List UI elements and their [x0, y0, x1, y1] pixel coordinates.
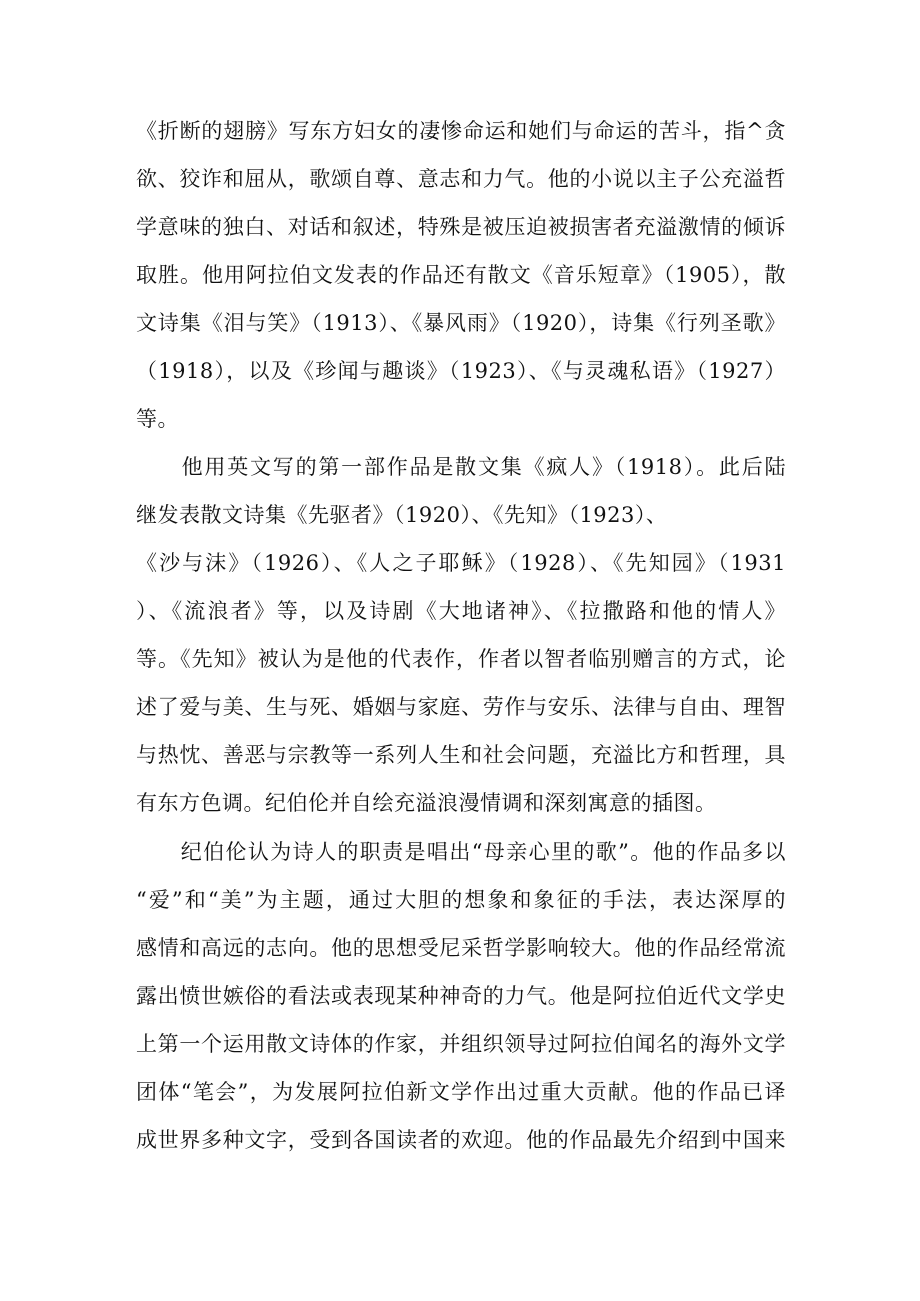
text-line: 露出愤世嫉俗的看法或表现某种神奇的力气。他是阿拉伯近代文学史 [136, 984, 786, 1008]
text-line: 与热忱、善恶与宗教等一系列人生和社会问题，充溢比方和哲理，具 [136, 743, 786, 767]
text-line: 成世界多种文字，受到各国读者的欢迎。他的作品最先介绍到中国来 [136, 1128, 786, 1152]
text-line: 《折断的翅膀》写东方妇女的凄惨命运和她们与命运的苦斗，指^贪 [136, 119, 786, 143]
paragraph-2 [136, 443, 786, 827]
text-line: 欲、狡诈和屈从，歌颂自尊、意志和力气。他的小说以主子公充溢哲 [136, 167, 786, 191]
text-line: 《沙与沫》（1926）、《人之子耶稣》（1928）、《先知园》（1931 [136, 551, 786, 575]
text-line: 他用英文写的第一部作品是散文集《疯人》（1918）。此后陆 [136, 455, 786, 479]
text-line: 纪伯伦认为诗人的职责是唱出“母亲心里的歌”。他的作品多以 [136, 840, 786, 864]
paragraph-1 [136, 107, 786, 443]
text-line: “爱”和“美”为主题，通过大胆的想象和象征的手法，表达深厚的 [136, 888, 786, 912]
text-line: 学意味的独白、对话和叙述，特殊是被压迫被损害者充溢激情的倾诉 [136, 215, 786, 239]
text-line: 等。《先知》被认为是他的代表作，作者以智者临别赠言的方式，论 [136, 647, 786, 671]
text-line: 感情和高远的志向。他的思想受尼采哲学影响较大。他的作品经常流 [136, 936, 786, 960]
text-line: （1918），以及《珍闻与趣谈》（1923）、《与灵魂私语》（1927） [136, 359, 786, 383]
paragraph-3 [136, 828, 786, 1164]
text-line: 文诗集《泪与笑》（1913）、《暴风雨》（1920），诗集《行列圣歌》 [136, 311, 786, 335]
text-line: 有东方色调。纪伯伦并自绘充溢浪漫情调和深刻寓意的插图。 [136, 791, 717, 815]
text-line: 等。 [136, 407, 179, 431]
text-line: 取胜。他用阿拉伯文发表的作品还有散文《音乐短章》（1905），散 [136, 263, 786, 287]
text-line: 上第一个运用散文诗体的作家，并组织领导过阿拉伯闻名的海外文学 [136, 1032, 786, 1056]
text-line: ）、《流浪者》等，以及诗剧《大地诸神》、《拉撒路和他的情人》 [136, 599, 786, 623]
text-line: 继发表散文诗集《先驱者》（1920）、《先知》（1923）、 [136, 503, 668, 527]
text-line: 团体“笔会”，为发展阿拉伯新文学作出过重大贡献。他的作品已译 [136, 1080, 786, 1104]
text-line: 述了爱与美、生与死、婚姻与家庭、劳作与安乐、法律与自由、理智 [136, 695, 786, 719]
